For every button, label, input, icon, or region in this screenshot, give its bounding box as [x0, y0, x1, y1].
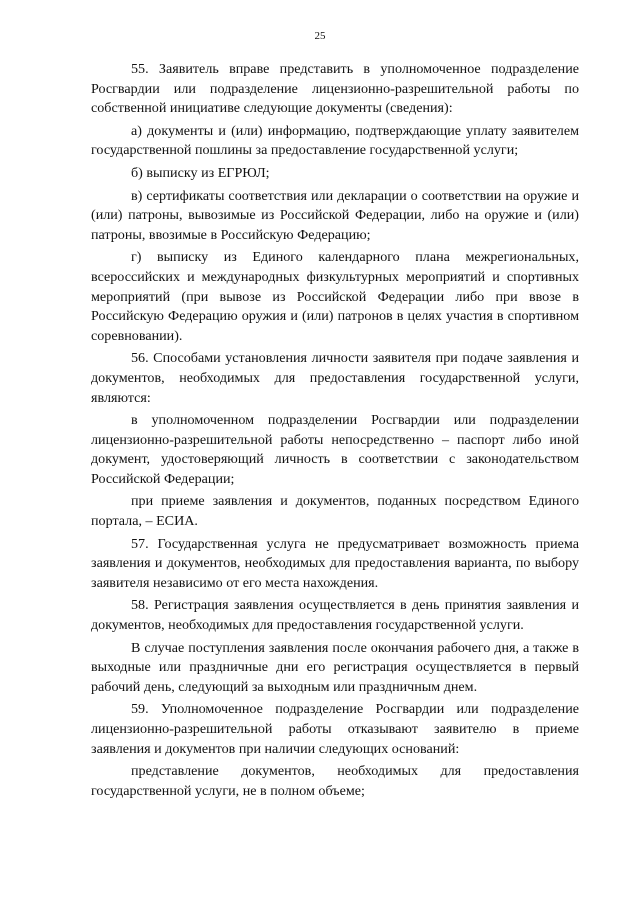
document-body: [91, 60, 579, 801]
paragraph-56-portal: при приеме заявления и документов, поданных посредством Единого портала, – ЕСИА.: [91, 493, 579, 530]
paragraph-55-b: б) выписку из ЕГРЮЛ;: [131, 164, 270, 181]
paragraph-58: 58. Регистрация заявления осуществляется в день принятия заявления и документов, необходимых для предоставления государственной услуги.: [91, 597, 579, 634]
paragraph-56-in-person: в уполномоченном подразделении Росгвардии или подразделении лицензионно-разрешительной работы непосредственно – паспорт либо иной документ, удостоверяющий личность в соответствии с законодательством Российской Федерации;: [91, 412, 579, 487]
paragraph-55-g: г) выписку из Единого календарного плана межрегиональных, всероссийских и международных физкультурных мероприятий и спортивных мероприятий (при вывозе из Российской Федерации либо при ввозе в Российскую Федерацию оружия и (или) патронов в целях участия в спортивном соревновании).: [91, 249, 579, 344]
paragraph-55-v: в) сертификаты соответствия или декларации о соответствии на оружие и (или) патроны, вывозимые из Российской Федерации, либо на оружие и (или) патроны, ввозимые в Российскую Федерацию;: [91, 187, 579, 243]
paragraph-59-incomplete: представление документов, необходимых для предоставления государственной услуги, не в полном объеме;: [91, 763, 579, 799]
paragraph-55: 55. Заявитель вправе представить в уполномоченное подразделение Росгвардии или подразделение лицензионно-разрешительной работы по собственной инициативе следующие документы (сведения):: [91, 61, 579, 117]
paragraph-56: 56. Способами установления личности заявителя при подаче заявления и документов, необходимых для предоставления государственной услуги, являются:: [91, 350, 579, 406]
paragraph-58-after-hours: В случае поступления заявления после окончания рабочего дня, а также в выходные или праздничные дни его регистрация осуществляется в первый рабочий день, следующий за выходным или праздничным днем.: [91, 639, 579, 695]
paragraph-57: 57. Государственная услуга не предусматривает возможность приема заявления и документов, необходимых для предоставления варианта, по выбору заявителя независимо от его места нахождения.: [91, 535, 579, 591]
page-number: 25: [314, 30, 326, 42]
paragraph-55-a: а) документы и (или) информацию, подтверждающие уплату заявителем государственной пошлины за предоставление государственной услуги;: [91, 122, 579, 159]
paragraph-59: 59. Уполномоченное подразделение Росгвардии или подразделение лицензионно-разрешительной работы отказывают заявителю в приеме заявления и документов при наличии следующих оснований:: [91, 701, 579, 757]
